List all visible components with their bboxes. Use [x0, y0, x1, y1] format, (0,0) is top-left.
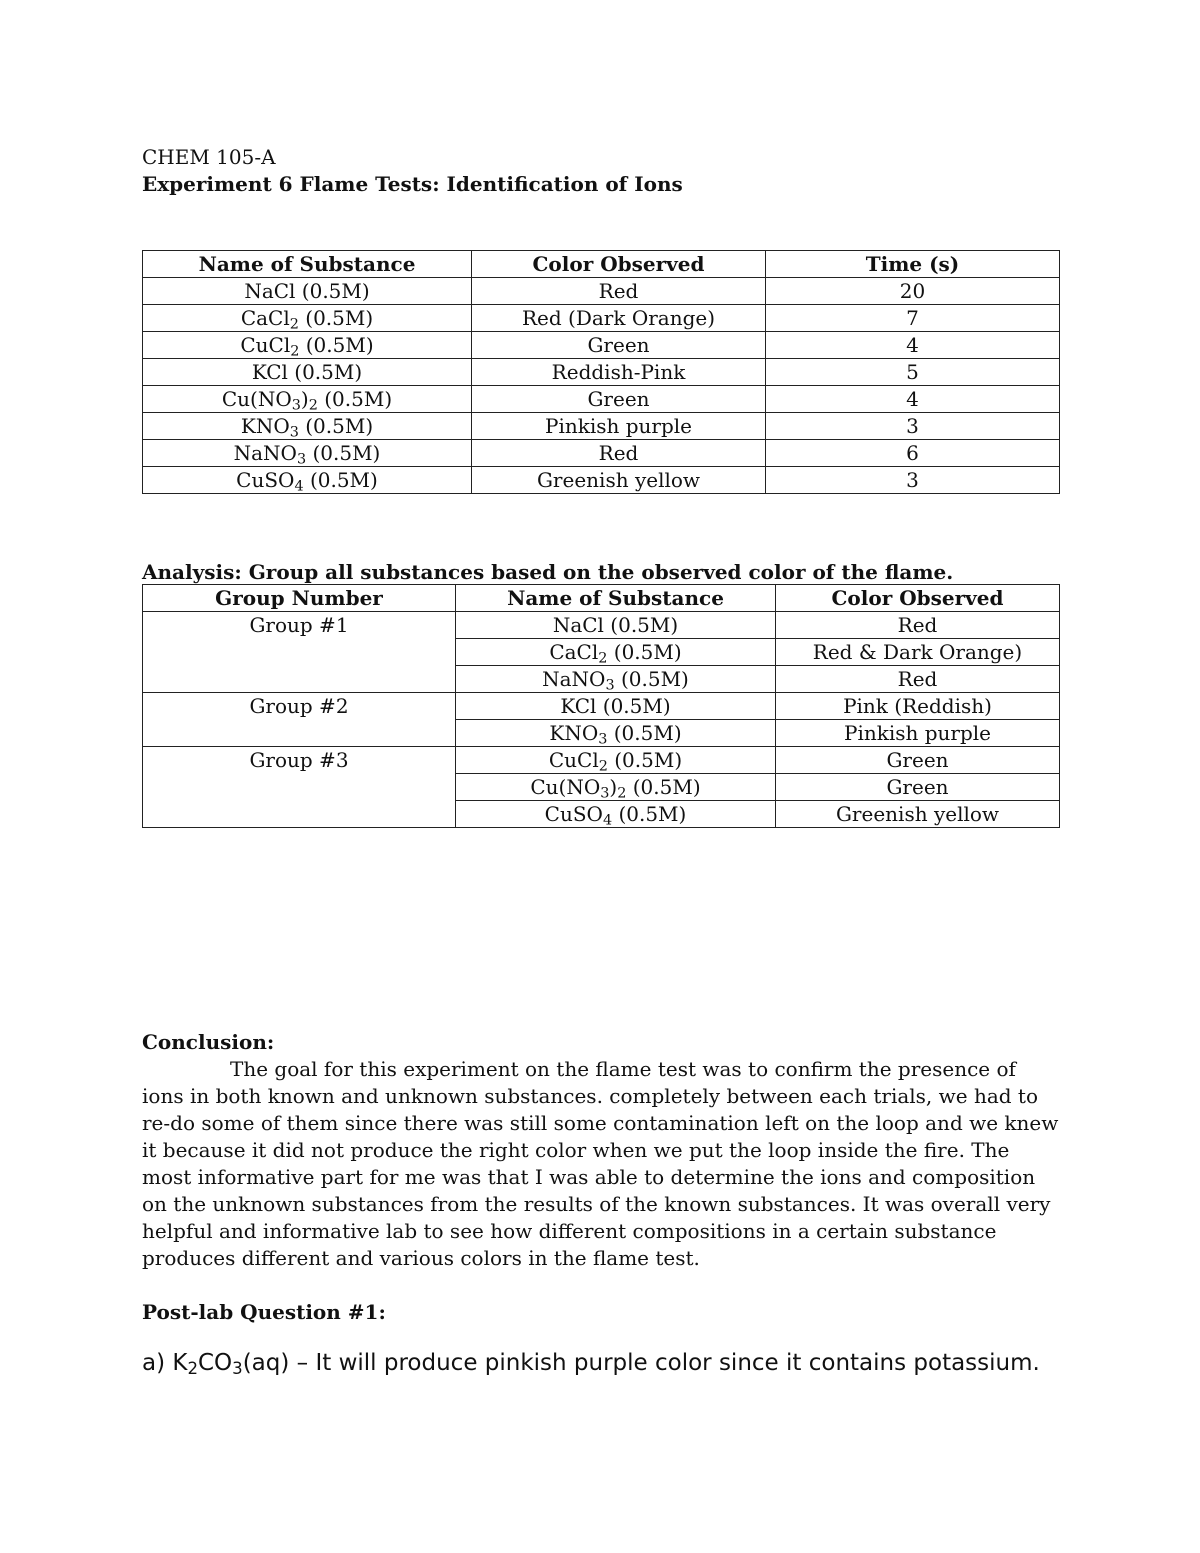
postlab-heading: Post-lab Question #1: — [142, 1300, 386, 1324]
substance-cell: $Cu(NO_3)_2$ (0.5M) — [143, 386, 472, 413]
column-header-substance: Name of Substance — [456, 585, 776, 612]
color-cell: Reddish-Pink — [472, 359, 766, 386]
table-row — [143, 440, 1060, 467]
substance-cell: NaNO$_3$ (0.5M) — [456, 666, 776, 693]
results-table-header — [143, 251, 1060, 278]
table-row — [143, 693, 1060, 720]
analysis-heading: Analysis: Group all substances based on the observed color of the flame. — [142, 560, 954, 584]
time-cell: 5 — [766, 359, 1060, 386]
time-cell: 7 — [766, 305, 1060, 332]
substance-cell: CaCl$_2$ (0.5M) — [456, 639, 776, 666]
table-row — [143, 332, 1060, 359]
color-cell: Green — [472, 386, 766, 413]
group-label-cell: Group #1 — [143, 612, 456, 693]
time-cell: 6 — [766, 440, 1060, 467]
table-row — [143, 467, 1060, 494]
substance-cell: NaCl (0.5M) — [456, 612, 776, 639]
color-cell: Red & Dark Orange) — [776, 639, 1060, 666]
time-cell: 4 — [766, 332, 1060, 359]
grouping-table — [142, 584, 1060, 828]
column-header-time: Time (s) — [766, 251, 1060, 278]
substance-cell: KCl (0.5M) — [143, 359, 472, 386]
color-cell: Red — [776, 666, 1060, 693]
table-row — [143, 305, 1060, 332]
table-row — [143, 278, 1060, 305]
grouping-table-header — [143, 585, 1060, 612]
substance-cell: CuSO$_4$ (0.5M) — [456, 801, 776, 828]
time-cell: 20 — [766, 278, 1060, 305]
conclusion-paragraph: The goal for this experiment on the flame test was to confirm the presence of ions in both known and unknown substances. completely between each trials, we had to re-do some of them since there was still some contamination left on the loop and we knew it because it did not produce the right color when we put the loop inside the fire. The most informative part for me was that I was able to determine the ions and composition on the unknown substances from the results of the known substances. It was overall very helpful and informative lab to see how different compositions in a certain substance produces different and various colors in the flame test. — [142, 1057, 1059, 1270]
color-cell: Green — [472, 332, 766, 359]
color-cell: Pinkish purple — [776, 720, 1060, 747]
conclusion-heading: Conclusion: — [142, 1030, 275, 1054]
table-row — [143, 413, 1060, 440]
substance-cell: $KNO_3$ (0.5M) — [143, 413, 472, 440]
color-cell: Red — [472, 440, 766, 467]
column-header-color: Color Observed — [472, 251, 766, 278]
time-cell: 4 — [766, 386, 1060, 413]
table-row — [143, 747, 1060, 774]
substance-cell: CaCl$_2$ (0.5M) — [143, 305, 472, 332]
substance-cell: $Cu(NO_3)_2$ (0.5M) — [456, 774, 776, 801]
time-cell: 3 — [766, 413, 1060, 440]
column-header-group: Group Number — [143, 585, 456, 612]
color-cell: Red (Dark Orange) — [472, 305, 766, 332]
substance-cell: CuCl$_2$ (0.5M) — [143, 332, 472, 359]
experiment-title: Experiment 6 Flame Tests: Identification of Ions — [142, 172, 683, 196]
color-cell: Red — [776, 612, 1060, 639]
substance-cell: NaCl (0.5M) — [143, 278, 472, 305]
table-row — [143, 386, 1060, 413]
color-cell: Pinkish purple — [472, 413, 766, 440]
substance-cell: CuCl$_2$ (0.5M) — [456, 747, 776, 774]
column-header-substance: Name of Substance — [143, 251, 472, 278]
substance-cell: $KNO_3$ (0.5M) — [456, 720, 776, 747]
color-cell: Green — [776, 774, 1060, 801]
course-code: CHEM 105-A — [142, 145, 276, 169]
column-header-color: Color Observed — [776, 585, 1060, 612]
group-label-cell: Group #3 — [143, 747, 456, 828]
color-cell: Greenish yellow — [472, 467, 766, 494]
color-cell: Red — [472, 278, 766, 305]
postlab-answer: a) $K_2CO_3(aq)$ – It will produce pinkish purple color since it contains potassium. — [142, 1350, 1040, 1379]
color-cell: Pink (Reddish) — [776, 693, 1060, 720]
time-cell: 3 — [766, 467, 1060, 494]
color-cell: Greenish yellow — [776, 801, 1060, 828]
substance-cell: NaNO$_3$ (0.5M) — [143, 440, 472, 467]
substance-cell: KCl (0.5M) — [456, 693, 776, 720]
table-row — [143, 359, 1060, 386]
results-table — [142, 250, 1060, 494]
group-label-cell: Group #2 — [143, 693, 456, 747]
table-row — [143, 612, 1060, 639]
substance-cell: CuSO$_4$ (0.5M) — [143, 467, 472, 494]
color-cell: Green — [776, 747, 1060, 774]
